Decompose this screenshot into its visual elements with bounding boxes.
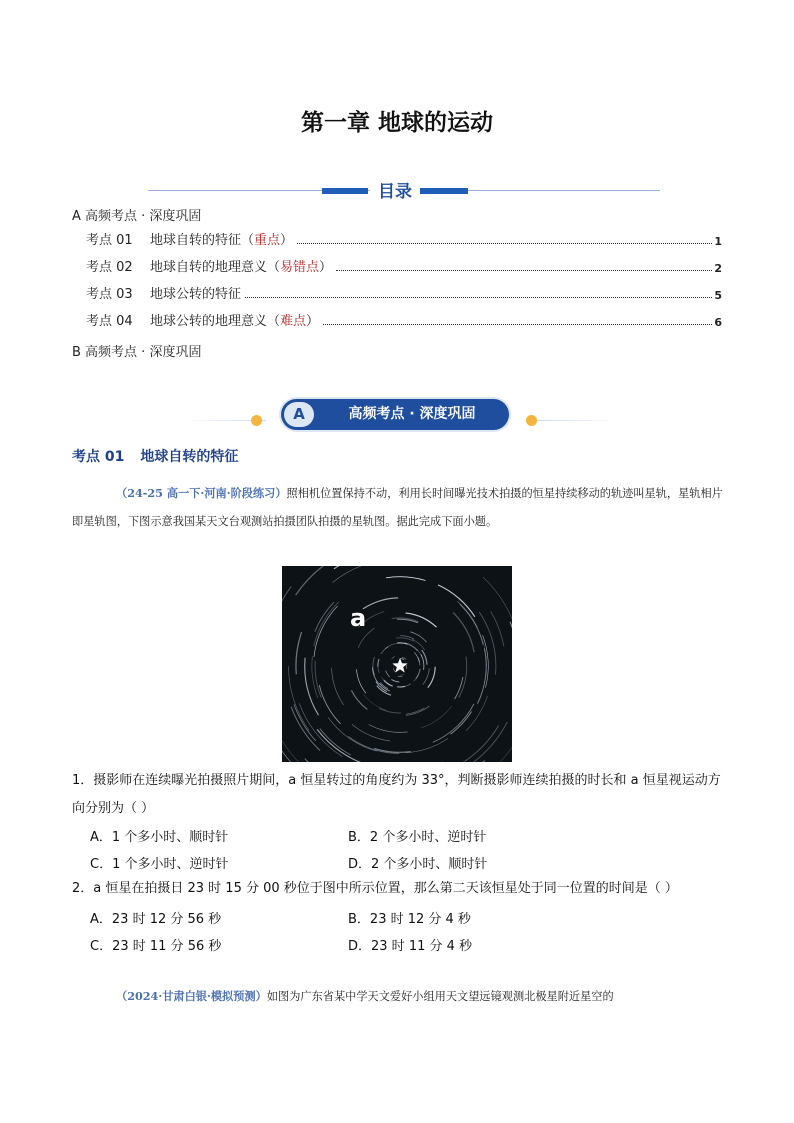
star-trail-arc	[453, 613, 474, 653]
toc-leader-dots	[245, 296, 712, 298]
star-trail-arc	[391, 679, 399, 682]
kp-code: 考点 01	[72, 449, 125, 465]
toc-item-close: ）	[280, 233, 294, 248]
star-trail-image	[282, 566, 512, 762]
star-trail-arc	[406, 665, 407, 669]
star-trail-arc	[465, 722, 508, 762]
star-trail-arc	[414, 652, 419, 662]
question-2-stem: 2．a 恒星在拍摄日 23 时 15 分 00 秒位于图中所示位置，那么第二天该恒星处于同一位置的时间是（ ）	[72, 881, 678, 896]
toc-item[interactable]	[86, 257, 722, 275]
toc-item-name: 地球自转的地理意义（	[150, 260, 281, 275]
star-trail-arc	[433, 704, 474, 742]
star-trail-arc	[282, 749, 310, 762]
star-trail-arc	[510, 622, 512, 666]
passage-text: 照相机位置保持不动，利用长时间曝光技术拍摄的恒星持续移动的轨迹叫星轨，星轨相片即星轨图，下图示意我国某天文台观测站拍摄团队拍摄的星轨图。据此完成下面小题。	[72, 487, 723, 528]
banner-dot-right	[526, 415, 537, 426]
star-trail-arc	[328, 718, 377, 752]
star-trail-arc	[291, 707, 320, 751]
star-trail-arc	[401, 684, 411, 687]
star-trail-arc	[381, 647, 388, 654]
star-trail-arc	[369, 725, 408, 733]
star-trail-arc	[421, 706, 452, 728]
passage-text: 如图为广东省某中学天文爱好小组用天文望远镜观测北极星附近星空的	[266, 990, 614, 1003]
toc-item-tag: 易错点	[280, 260, 320, 275]
toc-leader-dots	[297, 242, 712, 244]
star-trail-arc	[305, 759, 344, 762]
section-banner-letter: A	[284, 402, 314, 427]
star-trail-arc	[385, 643, 400, 649]
toc-item-tag: 重点	[254, 233, 281, 248]
star-trail-arc	[392, 656, 395, 659]
star-trail-arc	[352, 724, 390, 741]
star-trail-arc	[334, 566, 379, 569]
toc-item[interactable]	[86, 284, 722, 302]
star-trail-arc	[348, 737, 399, 754]
toc-section-a[interactable]: A 高频考点 · 深度巩固	[72, 209, 202, 224]
star-trail-arc	[400, 674, 404, 675]
question-2-option-a[interactable]: A．23 时 12 分 56 秒	[90, 912, 222, 927]
kp-title: 地球自转的特征	[140, 449, 239, 465]
toc-item-page: 1	[714, 235, 722, 248]
star-a-label: a	[350, 604, 367, 632]
star-trail-arc	[483, 577, 512, 620]
star-trail-arc	[453, 566, 512, 569]
question-2-option-b[interactable]: B．23 时 12 分 4 秒	[348, 912, 471, 927]
question-1-option-a[interactable]: A．1 个多小时、顺时针	[90, 830, 229, 845]
star-trail-arc	[384, 680, 393, 686]
star-trail-arc	[400, 659, 404, 660]
toc-item[interactable]	[86, 311, 722, 329]
passage-source: （24-25 高一下·河南·阶段练习）	[116, 486, 287, 500]
star-trail-arc	[386, 577, 425, 581]
star-trail-arc	[351, 690, 367, 709]
toc-accent-bar-left	[322, 188, 368, 194]
star-trail-arc	[315, 602, 334, 632]
star-trail-arc	[393, 668, 395, 671]
toc-item-code: 考点 02	[86, 260, 133, 275]
passage-1	[72, 479, 724, 536]
star-trail-arc	[416, 669, 420, 679]
star-trail-arc	[282, 731, 317, 762]
question-1-option-c[interactable]: C．1 个多小时、逆时针	[90, 857, 229, 872]
toc-section-b[interactable]: B 高频考点 · 深度巩固	[72, 345, 202, 360]
star-trail-arc	[423, 668, 430, 684]
question-2-option-c[interactable]: C．23 时 11 分 56 秒	[90, 939, 222, 954]
pole-star-icon	[392, 658, 407, 673]
star-trail-arc	[282, 760, 343, 762]
passage-source: （2024·甘肃白银·模拟预测）	[116, 989, 267, 1003]
star-trail-arc	[296, 566, 328, 595]
toc-item-code: 考点 04	[86, 314, 133, 329]
toc-item-page: 5	[714, 289, 722, 302]
star-trail-arc	[363, 694, 387, 710]
toc-accent-bar-right	[420, 188, 468, 194]
toc-item-name: 地球自转的特征（	[150, 233, 255, 248]
star-trail-arc	[357, 669, 366, 693]
star-trail-arc	[386, 671, 390, 677]
toc-item-name: 地球公转的特征	[150, 287, 242, 302]
question-1-option-b[interactable]: B．2 个多小时、逆时针	[348, 830, 487, 845]
star-trail-photo	[282, 566, 512, 762]
toc-item-name: 地球公转的地理意义（	[150, 314, 281, 329]
question-1-option-d[interactable]: D．2 个多小时、顺时针	[348, 857, 488, 872]
kp-heading	[72, 446, 238, 466]
star-trail-arc	[485, 722, 512, 762]
toc-item-page: 2	[714, 262, 722, 275]
toc-heading: 目录	[370, 177, 420, 202]
toc-item[interactable]	[86, 230, 722, 248]
star-trail-arc	[314, 606, 338, 657]
star-trail-arc	[363, 598, 398, 609]
star-trail-arc	[455, 677, 463, 699]
star-trail-arc	[374, 748, 411, 752]
star-trail-arc	[470, 754, 512, 762]
star-trail-arc	[406, 706, 430, 715]
star-trail-arc	[320, 729, 351, 756]
question-2-option-d[interactable]: D．23 时 11 分 4 秒	[348, 939, 473, 954]
toc-item-close: ）	[319, 260, 333, 275]
toc-leader-dots	[323, 323, 712, 325]
toc-item-code: 考点 03	[86, 287, 133, 302]
toc-item-code: 考点 01	[86, 233, 133, 248]
star-trail-arc	[282, 586, 291, 673]
passage-2	[72, 982, 724, 1011]
page-title: 第一章 地球的运动	[300, 110, 493, 136]
toc-leader-dots	[336, 269, 712, 271]
star-trail-arc	[406, 738, 448, 752]
question-1-stem: 1．摄影师在连续曝光拍摄照片期间，a 恒星转过的角度约为 33°，判断摄影师连续拍摄的时长和 a 恒星视运动方向分别为（ ）	[72, 773, 721, 816]
section-banner-text: 高频考点 · 深度巩固	[348, 406, 476, 422]
banner-line-right	[536, 420, 616, 421]
star-trail-arc	[438, 585, 475, 617]
star-trail-arc	[421, 655, 424, 670]
star-trail-arc	[289, 666, 310, 730]
toc-item-page: 6	[714, 316, 722, 329]
toc-item-tag: 难点	[280, 314, 307, 329]
star-trail-arc	[479, 612, 496, 675]
banner-dot-left	[251, 415, 262, 426]
star-trail-arc	[466, 696, 488, 731]
star-trail-arc	[332, 668, 344, 705]
toc-item-close: ）	[306, 314, 320, 329]
star-trail-arc	[478, 648, 487, 703]
star-trail-arc	[333, 566, 381, 583]
star-trail-arc	[296, 632, 302, 674]
star-trail-arc	[396, 638, 414, 642]
star-trail-arc	[319, 685, 340, 724]
